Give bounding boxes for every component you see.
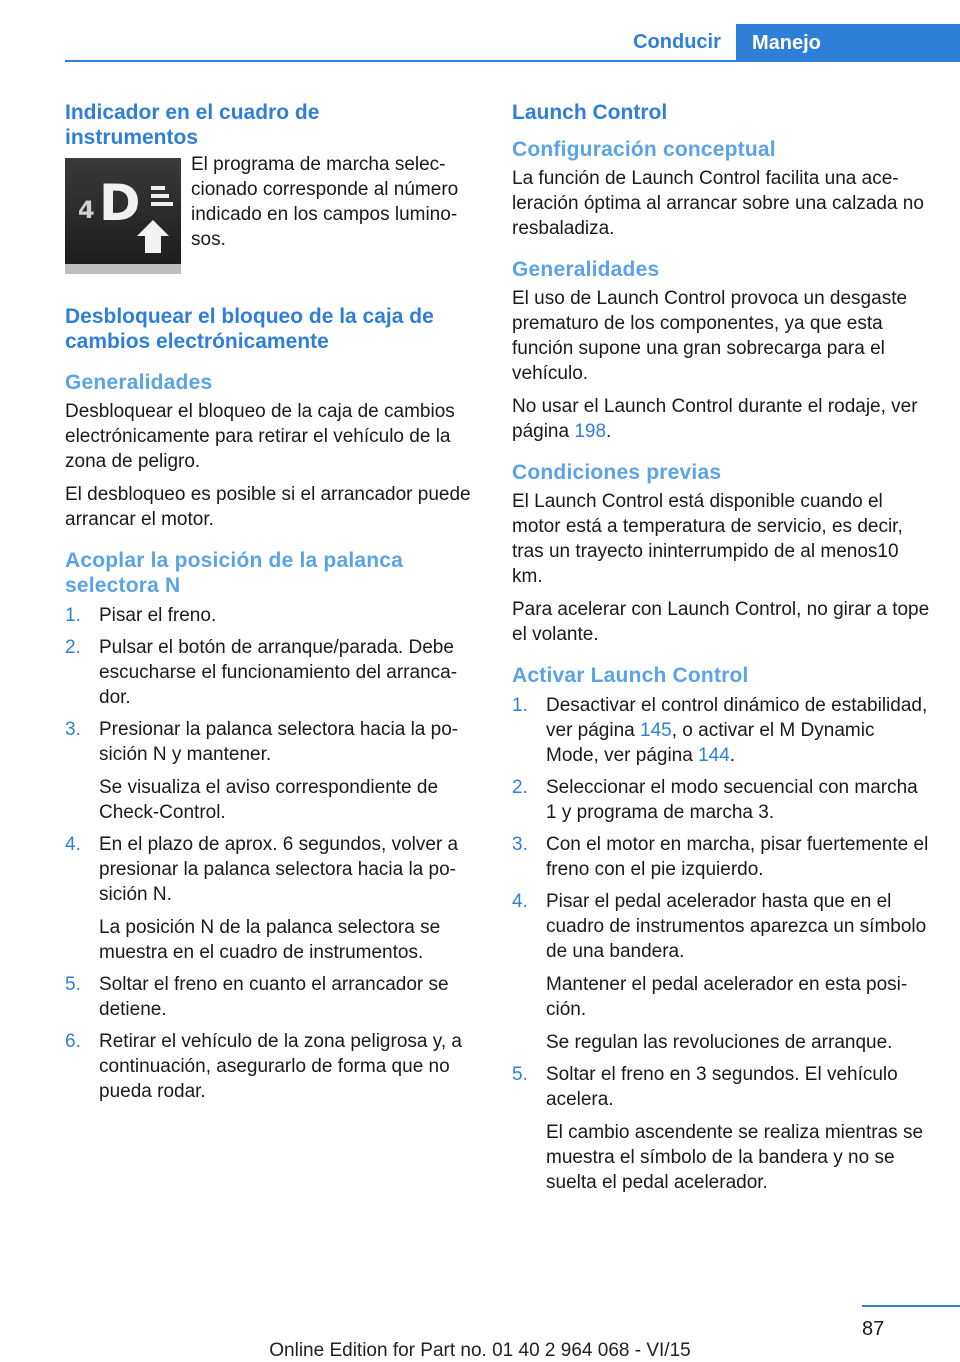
list-item [65, 1029, 475, 1104]
step-text: Soltar el freno en cuanto el arrancador se detiene. [99, 974, 449, 1020]
step-number: 4. [512, 891, 528, 912]
gear-number: 4 [78, 196, 95, 224]
list-item [512, 889, 930, 1055]
step-number: 6. [65, 1031, 81, 1052]
indicator-figure [65, 152, 475, 274]
step-number: 3. [65, 719, 81, 740]
list-item [65, 717, 475, 825]
list-item [65, 972, 475, 1022]
step-note: La posición N de la palanca selectora se muestra en el cuadro de instrumentos. [99, 917, 441, 963]
unlock-general-p2: El desbloqueo es posible si el arrancador puede arrancar el motor. [65, 484, 471, 530]
step-number: 4. [65, 834, 81, 855]
left-column [65, 100, 475, 1111]
step-text: Presionar la palanca selectora hacia la posición N y mantener. [99, 719, 459, 765]
step-text: Pisar el pedal acelerador hasta que en el cuadro de instrumentos aparezca un símbolo de una bandera. [546, 891, 927, 962]
step-number: 5. [512, 1064, 528, 1085]
step-number: 3. [512, 834, 528, 855]
header-divider [65, 60, 960, 62]
gear-display-icon [65, 158, 181, 274]
launch-general-p2: No usar el Launch Control durante el rodaje, ver página 198. [512, 396, 918, 442]
step-number: 1. [65, 605, 81, 626]
step-text: Pulsar el botón de arranque/parada. Debe escucharse el funcionamiento del arrancador. [99, 637, 458, 708]
step-note: Se visualiza el aviso correspondiente de Check-Control. [99, 777, 439, 823]
step-text: Con el motor en marcha, pisar fuertemente el freno con el pie izquierdo. [546, 834, 929, 880]
concept-heading: Configuración conceptual [512, 138, 776, 161]
step-note: Se regulan las revoluciones de arranque. [546, 1032, 893, 1053]
list-item [512, 693, 930, 768]
step-number: 2. [512, 777, 528, 798]
unlock-general-p1: Desbloquear el bloqueo de la caja de cambios electrónicamente para retirar el vehículo de la zona de peligro. [65, 401, 455, 472]
unlock-heading: Desbloquear el bloqueo de la caja de cambios electrónicamente [65, 305, 434, 353]
step-number: 2. [65, 637, 81, 658]
tab-conducir[interactable]: Conducir [633, 31, 721, 53]
list-item [65, 832, 475, 965]
step-text: Soltar el freno en 3 segundos. El vehículo acelera. [546, 1064, 898, 1110]
conditions-heading: Condiciones previas [512, 461, 722, 484]
launch-heading: Launch Control [512, 101, 668, 124]
list-item [512, 1062, 930, 1195]
step-note: Mantener el pedal acelerador en esta posición. [546, 974, 908, 1020]
step-text: Seleccionar el modo secuencial con marcha 1 y programa de marcha 3. [546, 777, 918, 823]
launch-general-heading: Generalidades [512, 258, 660, 281]
list-item [65, 603, 475, 628]
concept-text: La función de Launch Control facilita una aceleración óptima al arrancar sobre una calzada no resbaladiza. [512, 168, 924, 239]
step-number: 1. [512, 695, 528, 716]
list-item [512, 832, 930, 882]
list-item [512, 775, 930, 825]
tab-manejo[interactable]: Manejo [736, 24, 960, 62]
list-item [65, 635, 475, 710]
step-text: Desactivar el control dinámico de estabilidad, ver página 145, o activar el M Dynamic Mode, ver página 144. [546, 695, 928, 766]
right-column [512, 100, 930, 1202]
edition-note: Online Edition for Part no. 01 40 2 964 068 - VI/15 [269, 1340, 691, 1361]
page-link-198[interactable]: 198 [574, 421, 607, 442]
footer-divider [862, 1305, 960, 1307]
page-number: 87 [862, 1318, 885, 1340]
step-note: El cambio ascendente se realiza mientras se muestra el símbolo de la bandera y no se suelta el pedal acelerador. [546, 1122, 924, 1193]
indicator-text: El programa de marcha seleccionado corresponde al número indicado en los campos luminosos. [191, 154, 459, 250]
step-text: Retirar el vehículo de la zona peligrosa y, a continuación, asegurarlo de forma que no pueda rodar. [99, 1031, 462, 1102]
conditions-p2: Para acelerar con Launch Control, no girar a tope el volante. [512, 599, 930, 645]
activate-heading: Activar Launch Control [512, 664, 749, 687]
step-text: Pisar el freno. [99, 605, 217, 626]
couple-heading: Acoplar la posición de la palanca selectora N [65, 549, 404, 597]
activate-steps [512, 693, 930, 1195]
couple-steps [65, 603, 475, 1104]
conditions-p1: El Launch Control está disponible cuando el motor está a temperatura de servicio, es decir, tras un trayecto ininterrumpido de al menos10 km. [512, 491, 903, 587]
launch-general-p1: El uso de Launch Control provoca un desgaste prematuro de los componentes, ya que esta función supone una gran sobrecarga para el vehículo. [512, 288, 908, 384]
gear-indicator-image [65, 158, 181, 274]
indicator-heading: Indicador en el cuadro de instrumentos [65, 101, 320, 149]
step-number: 5. [65, 974, 81, 995]
page-link-144[interactable]: 144 [698, 745, 730, 766]
unlock-general-heading: Generalidades [65, 371, 213, 394]
gear-letter: D [99, 174, 141, 232]
step-text: En el plazo de aprox. 6 segundos, volver a presionar la palanca selectora hacia la posición N. [99, 834, 459, 905]
page-link-145[interactable]: 145 [640, 720, 672, 741]
